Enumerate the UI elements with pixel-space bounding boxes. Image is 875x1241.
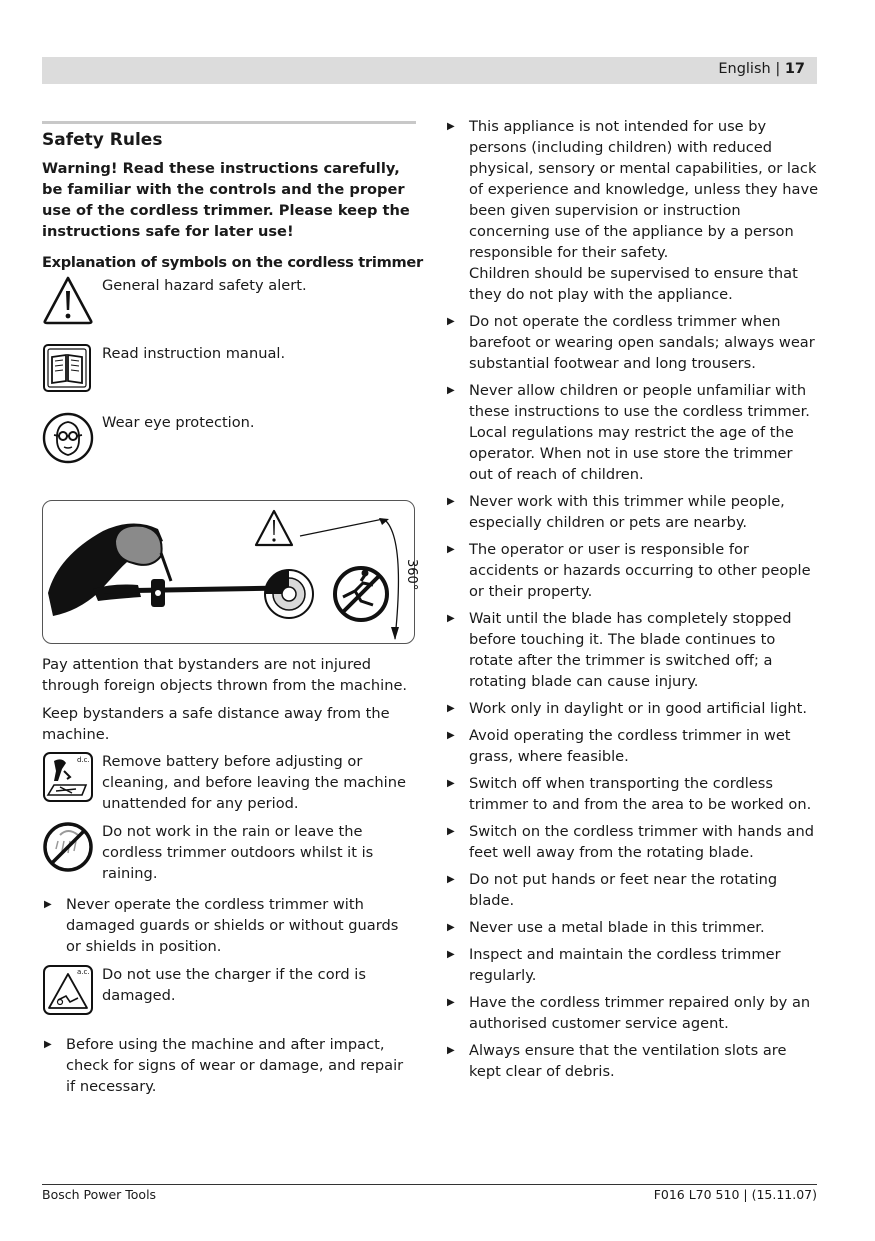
symbol-row-eye-protection (42, 412, 416, 484)
no-rain-icon (42, 821, 94, 873)
bullet-item (445, 773, 820, 815)
right-column (445, 116, 820, 1082)
bullet-marker-icon: ▶ (447, 949, 455, 960)
bullet-item (445, 698, 820, 719)
bullet-marker-icon: ▶ (447, 1045, 455, 1056)
symbol-text: Do not use the charger if the cord is damaged. (102, 966, 366, 1004)
bullet-item (445, 821, 820, 863)
bullet-text: Before using the machine and after impact, check for signs of wear or damage, and repair if necessary. (66, 1036, 404, 1095)
bullet-marker-icon: ▶ (44, 899, 52, 910)
footer-brand: Bosch Power Tools (42, 1187, 157, 1202)
bullet-marker-icon: ▶ (447, 613, 455, 624)
footer-divider (42, 1184, 817, 1185)
symbols-heading: Explanation of symbols on the cordless trimmer (42, 254, 423, 271)
bullet-marker-icon: ▶ (447, 922, 455, 933)
instruction-manual-icon (42, 343, 94, 393)
bullet-marker-icon: ▶ (447, 316, 455, 327)
bullet-text: Never work with this trimmer while people, especially children or pets are nearby. (469, 493, 785, 531)
damaged-cord-icon (42, 964, 94, 1016)
badge-dc: d.c. (77, 756, 90, 764)
trimmer-safety-diagram (42, 500, 419, 644)
symbol-row-manual (42, 343, 416, 412)
bullet-text: Switch off when transporting the cordless trimmer to and from the area to be worked on. (469, 775, 812, 813)
bullet-item (445, 311, 820, 374)
bullet-marker-icon: ▶ (44, 1039, 52, 1050)
bullet-marker-icon: ▶ (447, 997, 455, 1008)
bullet-text: Do not operate the cordless trimmer when barefoot or wearing open sandals; always wear substantial footwear and long trousers. (469, 313, 815, 372)
footer-doc-id: F016 L70 510 | (15.11.07) (653, 1187, 817, 1202)
header-separator: | (775, 61, 781, 77)
bullet-text: Do not put hands or feet near the rotating blade. (469, 871, 778, 909)
bullet-item (445, 491, 820, 533)
bullet-item (42, 894, 416, 957)
hazard-triangle-icon (42, 275, 94, 327)
bullet-marker-icon: ▶ (447, 703, 455, 714)
bullet-text: The operator or user is responsible for accidents or hazards occurring to other people or their property. (469, 541, 811, 600)
bullet-marker-icon: ▶ (447, 385, 455, 396)
bullet-marker-icon: ▶ (447, 826, 455, 837)
bullet-marker-icon: ▶ (447, 778, 455, 789)
bullet-item (445, 992, 820, 1034)
symbol-row-remove-battery (42, 751, 416, 821)
symbol-text: Do not work in the rain or leave the cordless trimmer outdoors whilst it is raining. (102, 823, 374, 882)
symbol-text: Read instruction manual. (102, 345, 286, 362)
bullet-text: Never allow children or people unfamiliar with these instructions to use the cordless trimmer. Local regulations may restrict the age of the operator. When not in use store the trimmer out of reach of children. (469, 382, 810, 483)
bullet-item (445, 944, 820, 986)
section-title: Safety Rules (42, 130, 163, 150)
bullet-marker-icon: ▶ (447, 121, 455, 132)
bullet-item (445, 869, 820, 911)
remove-battery-icon (42, 751, 94, 803)
symbol-text: Remove battery before adjusting or cleaning, and before leaving the machine unattended for any period. (102, 753, 406, 812)
bullet-item (445, 608, 820, 692)
bullet-marker-icon: ▶ (447, 496, 455, 507)
warning-text: Warning! Read these instructions carefully, be familiar with the controls and the proper use of the cordless trimmer. Please keep the instructions safe for later use! (42, 160, 410, 240)
eye-protection-icon (42, 412, 94, 464)
bullet-text: Work only in daylight or in good artificial light. (469, 700, 808, 717)
page-header (42, 57, 817, 84)
bullet-text: This appliance is not intended for use by persons (including children) with reduced physical, sensory or mental capabilities, or lack of experience and knowledge, unless they have been given supervision or instruction concerning use of the appliance by a person responsible for their safety. Children should be supervised to ensure that they do not play with the appliance. (469, 118, 819, 303)
bullet-item (42, 1034, 416, 1097)
bullet-item (445, 917, 820, 938)
bullet-marker-icon: ▶ (447, 730, 455, 741)
bullet-marker-icon: ▶ (447, 544, 455, 555)
bullet-item (445, 380, 820, 485)
bullet-marker-icon: ▶ (447, 874, 455, 885)
page-number: 17 (784, 61, 805, 77)
bullet-text: Switch on the cordless trimmer with hands and feet well away from the rotating blade. (469, 823, 814, 861)
left-column (42, 121, 423, 1097)
paragraph-bystanders-injury: Pay attention that bystanders are not injured through foreign objects thrown from the machine. (42, 656, 408, 694)
bullet-text: Avoid operating the cordless trimmer in wet grass, where feasible. (469, 727, 791, 765)
bullet-text: Have the cordless trimmer repaired only by an authorised customer service agent. (469, 994, 811, 1032)
bullet-text: Inspect and maintain the cordless trimmer regularly. (469, 946, 781, 984)
symbol-text: General hazard safety alert. (102, 277, 307, 294)
badge-ac: a.c. (77, 968, 90, 976)
bullet-text: Always ensure that the ventilation slots are kept clear of debris. (469, 1042, 787, 1080)
bullet-item (445, 725, 820, 767)
symbol-row-no-rain (42, 821, 416, 889)
symbol-row-hazard (42, 275, 416, 343)
section-divider (42, 121, 416, 124)
bullet-text: Wait until the blade has completely stopped before touching it. The blade continues to rotate after the trimmer is switched off; a rotating blade can cause injury. (469, 610, 792, 690)
angle-label: 360° (404, 559, 419, 591)
header-language: English (718, 61, 771, 77)
symbol-text: Wear eye protection. (102, 414, 255, 431)
symbol-row-damaged-cord (42, 964, 416, 1032)
bullet-item (445, 539, 820, 602)
paragraph-bystanders-distance: Keep bystanders a safe distance away from the machine. (42, 705, 390, 743)
bullet-text: Never use a metal blade in this trimmer. (469, 919, 765, 936)
bullet-item (445, 1040, 820, 1082)
header-text (718, 61, 805, 77)
bullet-text: Never operate the cordless trimmer with damaged guards or shields or without guards or shields in position. (66, 896, 399, 955)
bullet-item (445, 116, 820, 305)
